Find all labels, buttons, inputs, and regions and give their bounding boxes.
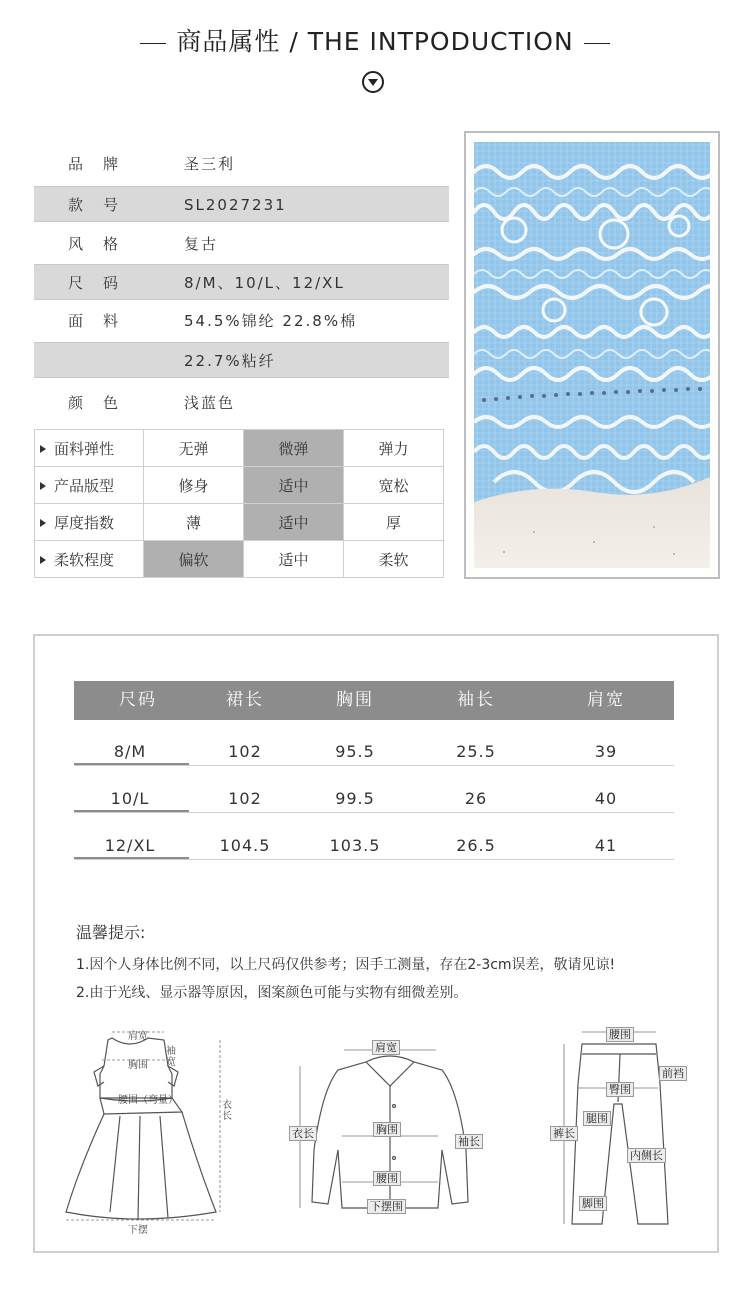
attr-label: 颜色 (68, 394, 139, 412)
dress-length-label: 衣长 (222, 1100, 232, 1122)
attr-value: 54.5%锦纶 22.8%棉 (184, 312, 358, 330)
size-cell: 10/L (110, 789, 150, 808)
pants-length-label: 裤长 (550, 1126, 578, 1141)
size-cell: 40 (594, 789, 618, 808)
dress-shoulder-label: 肩宽 (128, 1031, 148, 1042)
dress-waist-label: 腰围（弯量） (118, 1095, 178, 1106)
size-cell: 99.5 (335, 789, 375, 808)
size-cell: 95.5 (335, 742, 375, 761)
attr-label: 尺码 (68, 274, 139, 292)
rating-option: 厚 (344, 504, 444, 541)
title-dash-left (140, 43, 166, 44)
pants-waist-label: 腰围 (606, 1027, 634, 1042)
dress-chest-label: 胸围 (128, 1060, 148, 1071)
row-divider (74, 812, 674, 813)
row-divider-accent (74, 810, 189, 812)
triangle-right-icon (40, 482, 46, 490)
pants-thigh-label: 腿围 (583, 1111, 611, 1126)
triangle-right-icon (40, 519, 46, 527)
rating-option-selected: 偏软 (144, 541, 244, 578)
shirt-length-label: 衣长 (289, 1126, 317, 1141)
rating-label: 柔软程度 (35, 541, 144, 578)
shirt-shoulder-label: 肩宽 (372, 1040, 400, 1055)
size-header-cell: 袖长 (457, 690, 495, 710)
row-divider-accent (74, 857, 189, 859)
shirt-waist-label: 腰围 (373, 1171, 401, 1186)
size-cell: 104.5 (219, 836, 271, 855)
rating-option-selected: 适中 (244, 467, 344, 504)
attr-row-brand (34, 146, 449, 182)
shirt-hem-label: 下摆围 (367, 1199, 406, 1214)
attr-label: 款号 (68, 196, 139, 214)
size-cell: 39 (594, 742, 618, 761)
title-cn: 商品属性 (176, 27, 281, 56)
pants-rise-label: 前裆 (659, 1066, 687, 1081)
attr-row-size (34, 264, 449, 300)
row-divider (74, 765, 674, 766)
section-title (0, 22, 750, 58)
size-cell: 8/M (113, 742, 147, 761)
chevron-down-circle-icon (362, 71, 384, 93)
attr-value: 22.7%粘纤 (184, 352, 276, 370)
title-separator: / (289, 27, 299, 56)
size-cell: 41 (594, 836, 618, 855)
rating-grid (34, 429, 444, 578)
size-cell: 102 (228, 789, 262, 808)
attr-label: 品牌 (68, 155, 139, 173)
dress-hem-label: 下摆 (128, 1225, 148, 1236)
attr-row-fabric-cont (34, 342, 449, 378)
rating-option-selected: 适中 (244, 504, 344, 541)
pants-hip-label: 臀围 (606, 1082, 634, 1097)
pants-inseam-label: 内侧长 (627, 1148, 666, 1163)
size-cell: 12/XL (104, 836, 156, 855)
triangle-right-icon (40, 556, 46, 564)
tip-line: 1.因个人身体比例不同，以上尺码仅供参考；因手工测量，存在2-3cm误差，敬请见谅! (76, 957, 616, 973)
attr-value: 圣三利 (184, 155, 236, 173)
rating-row-elasticity (35, 430, 444, 467)
size-header-cell: 尺码 (119, 690, 157, 710)
size-cell: 26 (464, 789, 488, 808)
size-cell: 103.5 (329, 836, 381, 855)
rating-option: 柔软 (344, 541, 444, 578)
attr-row-color (34, 385, 449, 421)
rating-option: 无弹 (144, 430, 244, 467)
tips-title: 温馨提示: (76, 923, 146, 942)
rating-row-fit (35, 467, 444, 504)
rating-row-thickness (35, 504, 444, 541)
row-divider (74, 859, 674, 860)
size-cell: 25.5 (456, 742, 496, 761)
lace-fabric-photo (474, 142, 710, 568)
size-header-cell: 肩宽 (587, 690, 625, 710)
size-header-cell: 胸围 (336, 690, 374, 710)
tip-line: 2.由于光线、显示器等原因，图案颜色可能与实物有细微差别。 (76, 985, 468, 1001)
product-photo-frame (464, 131, 720, 579)
rating-label: 产品版型 (35, 467, 144, 504)
attr-row-fabric (34, 303, 449, 339)
attr-value: SL2027231 (184, 196, 287, 214)
shirt-sleeve-label: 袖长 (455, 1134, 483, 1149)
attr-value: 浅蓝色 (184, 394, 236, 412)
row-divider-accent (74, 763, 189, 765)
size-cell: 102 (228, 742, 262, 761)
rating-option: 适中 (244, 541, 344, 578)
pants-leg-opening-label: 脚围 (579, 1196, 607, 1211)
shirt-chest-label: 胸围 (373, 1122, 401, 1137)
rating-option: 修身 (144, 467, 244, 504)
dress-sleeve-label: 袖宽 (166, 1046, 176, 1068)
attr-value: 复古 (184, 235, 219, 253)
attr-value: 8/M、10/L、12/XL (184, 274, 345, 292)
rating-label: 面料弹性 (35, 430, 144, 467)
size-cell: 26.5 (456, 836, 496, 855)
size-header-cell: 裙长 (226, 690, 264, 710)
rating-label: 厚度指数 (35, 504, 144, 541)
triangle-right-icon (40, 445, 46, 453)
title-en: THE INTPODUCTION (307, 27, 574, 56)
attr-label: 面料 (68, 312, 139, 330)
rating-option: 弹力 (344, 430, 444, 467)
attr-label: 风格 (68, 235, 139, 253)
rating-option-selected: 微弹 (244, 430, 344, 467)
rating-option: 宽松 (344, 467, 444, 504)
attr-row-style (34, 226, 449, 262)
attr-row-style-number (34, 186, 449, 222)
size-table-header (74, 681, 674, 720)
rating-option: 薄 (144, 504, 244, 541)
title-dash-right (584, 43, 610, 44)
rating-row-softness (35, 541, 444, 578)
